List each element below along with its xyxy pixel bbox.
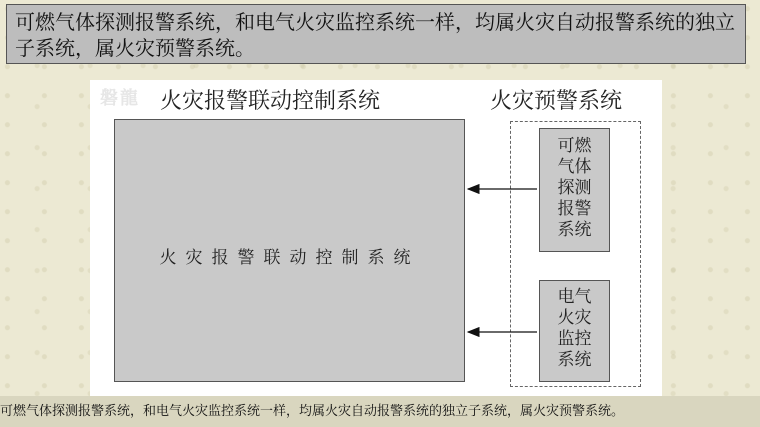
gas-detection-line: 探测 bbox=[557, 178, 592, 198]
bottom-caption bbox=[0, 396, 760, 427]
warning-system-title: 火灾预警系统 bbox=[490, 89, 623, 114]
electrical-fire-line: 监控 bbox=[557, 329, 592, 349]
caption-text: 可燃气体探测报警系统，和电气火灾监控系统一样，均属火灾自动报警系统的独立子系统，属火灾预警系统。 bbox=[0, 404, 625, 419]
top-banner bbox=[6, 4, 746, 64]
diagram-panel bbox=[90, 80, 662, 397]
gas-detection-line: 报警 bbox=[557, 199, 592, 219]
main-system-title: 火灾报警联动控制系统 bbox=[160, 89, 381, 114]
main-system-box-label: 火灾报警联动控制系统 bbox=[159, 248, 420, 268]
watermark-logo: 磐龍 bbox=[100, 88, 140, 109]
electrical-fire-line: 系统 bbox=[557, 350, 592, 370]
electrical-fire-line: 电气 bbox=[557, 287, 592, 307]
gas-detection-line: 系统 bbox=[557, 220, 592, 240]
connector-arrows bbox=[90, 80, 662, 397]
banner-text: 可燃气体探测报警系统，和电气火灾监控系统一样，均属火灾自动报警系统的独立子系统，属火灾预警系统。 bbox=[15, 10, 735, 60]
gas-detection-line: 可燃 bbox=[557, 136, 592, 156]
gas-detection-line: 气体 bbox=[557, 157, 592, 177]
electrical-fire-line: 火灾 bbox=[557, 308, 592, 328]
